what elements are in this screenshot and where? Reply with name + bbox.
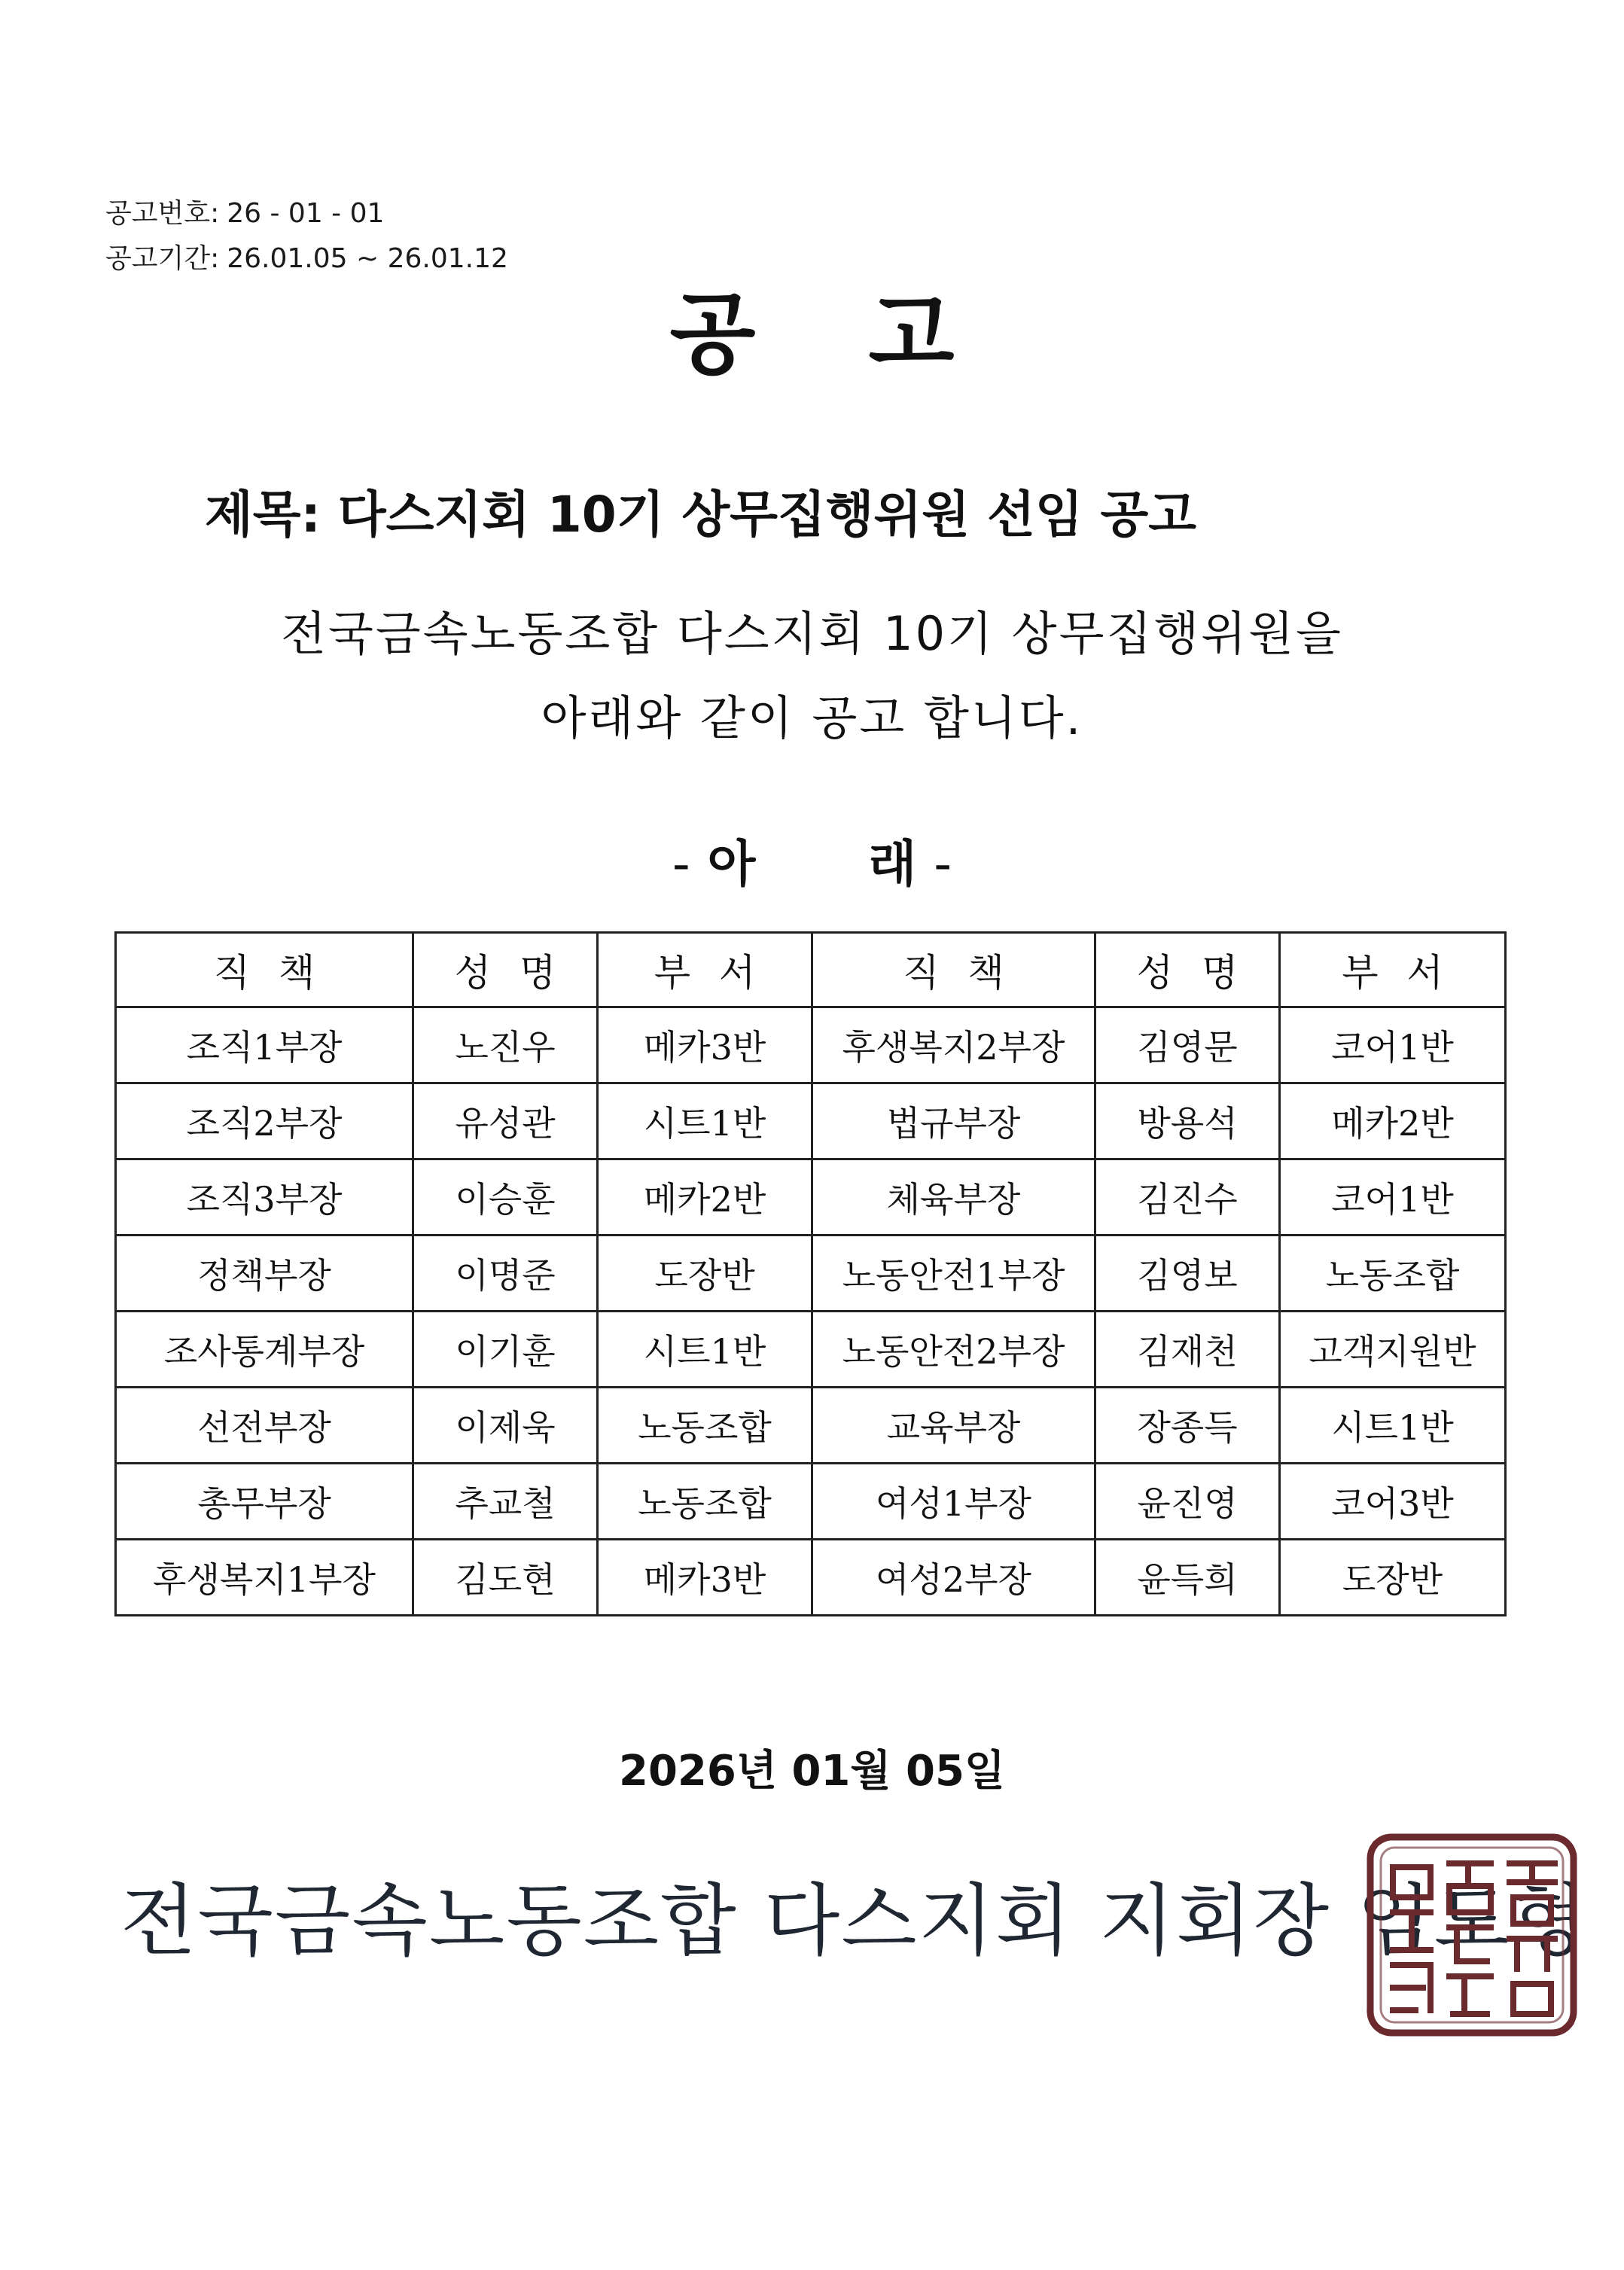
table-cell: 노동조합: [1280, 1236, 1506, 1312]
table-row: [116, 1159, 1506, 1236]
table-cell: 메카3반: [598, 1540, 812, 1616]
notice-period-value: 26.01.05 ~ 26.01.12: [227, 243, 508, 274]
issuer-signature-line: 전국금속노동조합 다스지회 지회장 임도형: [120, 1875, 1589, 1967]
notice-number: [105, 200, 384, 227]
table-cell: 조직1부장: [116, 1007, 413, 1083]
below-heading-dash-left: -: [672, 835, 690, 893]
table-row: [116, 1540, 1506, 1616]
table-row: [116, 1236, 1506, 1312]
table-cell: 코어1반: [1280, 1159, 1506, 1236]
table-cell: 시트1반: [1280, 1388, 1506, 1464]
table-row: [116, 1312, 1506, 1388]
table-cell: 추교철: [413, 1464, 598, 1540]
table-cell: 메카2반: [1280, 1083, 1506, 1159]
body-text-line-2: 아래와 같이 공고 합니다.: [541, 690, 1083, 745]
header-department: 부서: [1280, 933, 1506, 1007]
table-cell: 김도현: [413, 1540, 598, 1616]
header-position: 직책: [812, 933, 1095, 1007]
table-cell: 조사통계부장: [116, 1312, 413, 1388]
table-cell: 코어3반: [1280, 1464, 1506, 1540]
table-cell: 도장반: [1280, 1540, 1506, 1616]
table-cell: 노진우: [413, 1007, 598, 1083]
notice-number-value: 26 - 01 - 01: [227, 198, 385, 229]
table-cell: 여성1부장: [812, 1464, 1095, 1540]
body-text-line-1: 전국금속노동조합 다스지회 10기 상무집행위원을: [281, 606, 1343, 661]
header-department: 부서: [598, 933, 812, 1007]
table-cell: 김영보: [1095, 1236, 1280, 1312]
table-row: [116, 1464, 1506, 1540]
header-name: 성명: [413, 933, 598, 1007]
document-title: 공고: [669, 282, 1068, 386]
table-cell: 윤득희: [1095, 1540, 1280, 1616]
table-cell: 후생복지2부장: [812, 1007, 1095, 1083]
below-heading-word-2: 래: [868, 835, 917, 893]
table-header-row: [116, 933, 1506, 1007]
table-row: [116, 1083, 1506, 1159]
table-cell: 메카3반: [598, 1007, 812, 1083]
table-cell: 김진수: [1095, 1159, 1280, 1236]
table-cell: 법규부장: [812, 1083, 1095, 1159]
table-cell: 장종득: [1095, 1388, 1280, 1464]
table-cell: 유성관: [413, 1083, 598, 1159]
notice-period-label: 공고기간:: [105, 243, 220, 274]
table-cell: 선전부장: [116, 1388, 413, 1464]
table-cell: 고객지원반: [1280, 1312, 1506, 1388]
table-cell: 도장반: [598, 1236, 812, 1312]
below-heading: [0, 837, 1624, 892]
below-heading-word-1: 아: [707, 835, 756, 893]
table-cell: 노동조합: [598, 1388, 812, 1464]
table-cell: 코어1반: [1280, 1007, 1506, 1083]
table-cell: 김재천: [1095, 1312, 1280, 1388]
notice-date: 2026년 01월 05일: [619, 1747, 1005, 1796]
table-cell: 노동조합: [598, 1464, 812, 1540]
table-row: [116, 1388, 1506, 1464]
notice-period: [105, 245, 508, 273]
official-seal-stamp: [1363, 1830, 1581, 2040]
officer-roster-table: [114, 931, 1507, 1616]
table-cell: 노동안전2부장: [812, 1312, 1095, 1388]
header-name: 성명: [1095, 933, 1280, 1007]
table-cell: 이기훈: [413, 1312, 598, 1388]
notice-number-label: 공고번호:: [105, 198, 220, 229]
table-cell: 총무부장: [116, 1464, 413, 1540]
table-cell: 교육부장: [812, 1388, 1095, 1464]
header-position: 직책: [116, 933, 413, 1007]
table-cell: 후생복지1부장: [116, 1540, 413, 1616]
below-heading-dash-right: -: [934, 835, 952, 893]
table-cell: 이승훈: [413, 1159, 598, 1236]
table-cell: 정책부장: [116, 1236, 413, 1312]
table-cell: 이제욱: [413, 1388, 598, 1464]
table-cell: 여성2부장: [812, 1540, 1095, 1616]
table-cell: 이명준: [413, 1236, 598, 1312]
table-cell: 시트1반: [598, 1312, 812, 1388]
table-cell: 시트1반: [598, 1083, 812, 1159]
table-cell: 체육부장: [812, 1159, 1095, 1236]
table-cell: 김영문: [1095, 1007, 1280, 1083]
table-cell: 노동안전1부장: [812, 1236, 1095, 1312]
table-cell: 메카2반: [598, 1159, 812, 1236]
table-cell: 조직3부장: [116, 1159, 413, 1236]
table-cell: 윤진영: [1095, 1464, 1280, 1540]
table-cell: 방용석: [1095, 1083, 1280, 1159]
table-row: [116, 1007, 1506, 1083]
table-cell: 조직2부장: [116, 1083, 413, 1159]
notice-subject: 제목: 다스지회 10기 상무집행위원 선임 공고: [205, 486, 1196, 544]
